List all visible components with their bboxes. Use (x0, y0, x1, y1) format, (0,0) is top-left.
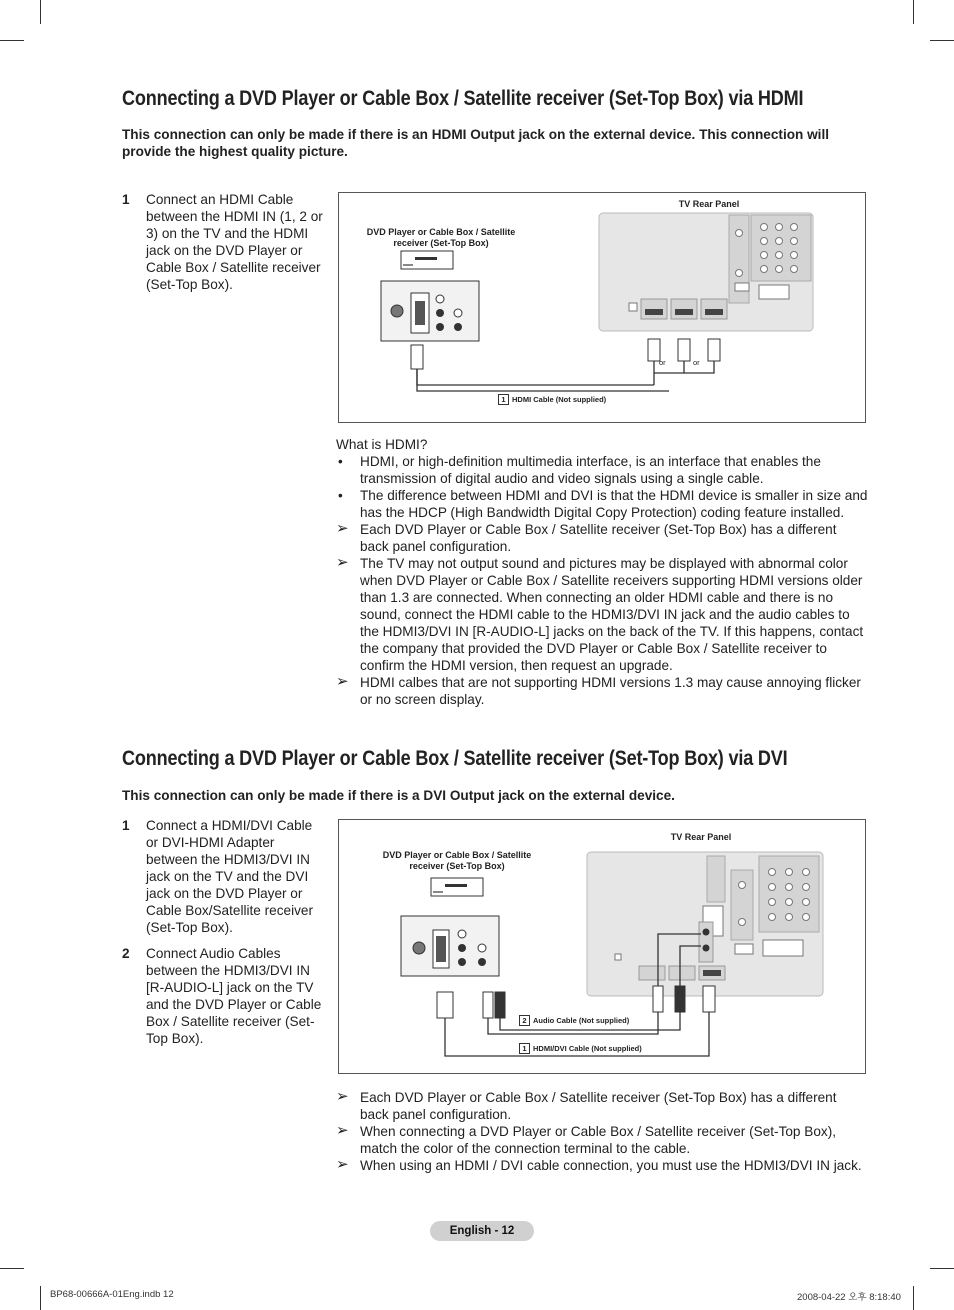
hdmi-connection-diagram (339, 193, 867, 424)
arrowhead-icon: ➢ (336, 1122, 349, 1139)
arrow-note (336, 555, 868, 674)
arrow-note (336, 521, 868, 555)
cable-label-hdmi-dvi (519, 1043, 642, 1054)
notes-dvi (336, 1089, 868, 1174)
step-number: 1 (122, 818, 130, 833)
lead-hdmi: This connection can only be made if there is an HDMI Output jack on the external device. This connection will provide the highest quality picture. (122, 127, 830, 159)
cable-text: HDMI/DVI Cable (Not supplied) (533, 1044, 642, 1053)
arrow-note-text: Each DVD Player or Cable Box / Satellite receiver (Set-Top Box) has a different back panel configuration. (360, 1090, 837, 1122)
crop-mark (0, 1268, 24, 1269)
step-text: Connect an HDMI Cable between the HDMI IN (1, 2 or 3) on the TV and the HDMI jack on the DVD Player or Cable Box / Satellite receiver (Set-Top Box). (146, 192, 323, 292)
cable-label-audio (519, 1015, 629, 1026)
bullet-icon: • (338, 488, 343, 503)
bullet-item (336, 487, 868, 521)
crop-mark (913, 1286, 914, 1310)
tv-rear-panel-label: TV Rear Panel (670, 832, 732, 842)
footer-date: 2008-04-22 오후 8:18:40 (797, 1292, 901, 1303)
cable-number: 2 (519, 1015, 530, 1026)
cable-number: 1 (498, 394, 509, 405)
tv-rear-panel-label: TV Rear Panel (678, 199, 740, 209)
dvi-connection-diagram (339, 820, 867, 1075)
arrow-note (336, 1123, 868, 1157)
device-label: DVD Player or Cable Box / Satellite receiver (Set-Top Box) (382, 850, 532, 871)
step-hdmi-1 (122, 191, 328, 293)
notes-hdmi (336, 436, 868, 708)
section-title-dvi: Connecting a DVD Player or Cable Box / Satellite receiver (Set-Top Box) via DVI (122, 747, 788, 770)
arrowhead-icon: ➢ (336, 673, 349, 690)
cable-text: Audio Cable (Not supplied) (533, 1016, 630, 1025)
arrow-note-text: When using an HDMI / DVI cable connection, you must use the HDMI3/DVI IN jack. (360, 1158, 862, 1173)
section-title-hdmi: Connecting a DVD Player or Cable Box / Satellite receiver (Set-Top Box) via HDMI (122, 87, 804, 110)
tv-rear-panel (599, 213, 813, 331)
bullet-text: The difference between HDMI and DVI is that the HDMI device is smaller in size and has the HDCP (High Bandwidth Digital Copy Protection) coding feature installed. (360, 488, 868, 520)
figure-dvi-connection (338, 819, 866, 1074)
arrow-note-text: Each DVD Player or Cable Box / Satellite receiver (Set-Top Box) has a different back panel configuration. (360, 522, 837, 554)
device-back-panel (381, 281, 479, 341)
step-text: Connect Audio Cables between the HDMI3/DVI IN [R-AUDIO-L] jack on the TV and the DVD Player or Cable Box / Satellite receiver (Set-Top Box). (146, 946, 322, 1046)
arrowhead-icon: ➢ (336, 520, 349, 537)
device-back-panel (401, 916, 499, 976)
page-number-badge: English - 12 (430, 1221, 534, 1241)
step-text: Connect a HDMI/DVI Cable or DVI-HDMI Adapter between the HDMI3/DVI IN jack on the TV and the DVI jack on the DVD Player or Cable Box/Satellite receiver (Set-Top Box). (146, 818, 313, 935)
step-dvi-2 (122, 945, 328, 1047)
device-label: DVD Player or Cable Box / Satellite receiver (Set-Top Box) (366, 227, 516, 248)
tv-rear-panel (587, 852, 823, 996)
or-label: or (693, 358, 700, 367)
arrow-note-text: HDMI calbes that are not supporting HDMI versions 1.3 may cause annoying flicker or no screen display. (360, 675, 861, 707)
cable-text: HDMI Cable (Not supplied) (512, 395, 607, 404)
arrowhead-icon: ➢ (336, 1088, 349, 1105)
crop-mark (40, 1286, 41, 1310)
step-number: 2 (122, 946, 130, 961)
dvd-player-icon (401, 251, 453, 269)
notes-heading: What is HDMI? (336, 437, 428, 452)
cable-number: 1 (519, 1043, 530, 1054)
crop-mark (40, 0, 41, 24)
arrowhead-icon: ➢ (336, 554, 349, 571)
lead-dvi: This connection can only be made if there is a DVI Output jack on the external device. (122, 788, 675, 803)
crop-mark (913, 0, 914, 24)
figure-hdmi-connection (338, 192, 866, 423)
crop-mark (930, 1268, 954, 1269)
crop-mark (930, 40, 954, 41)
step-number: 1 (122, 192, 130, 207)
step-dvi-1 (122, 817, 328, 936)
bullet-text: HDMI, or high-definition multimedia interface, is an interface that enables the transmission of digital audio and video signals using a single cable. (360, 454, 821, 486)
arrow-note-text: When connecting a DVD Player or Cable Box / Satellite receiver (Set-Top Box), match the color of the connection terminal to the cable. (360, 1124, 836, 1156)
bullet-item (336, 453, 868, 487)
dvd-player-icon (431, 878, 483, 896)
arrow-note (336, 1157, 868, 1174)
footer-file-name: BP68-00666A-01Eng.indb 12 (50, 1289, 174, 1300)
arrow-note (336, 674, 868, 708)
crop-mark (0, 40, 24, 41)
bullet-icon: • (338, 454, 343, 469)
cable-label-hdmi (498, 394, 606, 405)
or-label: or (659, 358, 666, 367)
arrow-note (336, 1089, 868, 1123)
arrow-note-text: The TV may not output sound and pictures may be displayed with abnormal color when DVD Player or Cable Box / Satellite receivers supporting HDMI versions older than 1.3 are connected. When connecting an older HDMI cable and there is no sound, connect the HDMI cable to the HDMI3/DVI IN jack and the audio cables to the HDMI3/DVI IN [R-AUDIO-L] jacks on the back of the TV. If this happens, contact the company that provided the DVD Player or Cable Box / Satellite receiver to confirm the HDMI version, then request an upgrade. (360, 556, 864, 673)
arrowhead-icon: ➢ (336, 1156, 349, 1173)
